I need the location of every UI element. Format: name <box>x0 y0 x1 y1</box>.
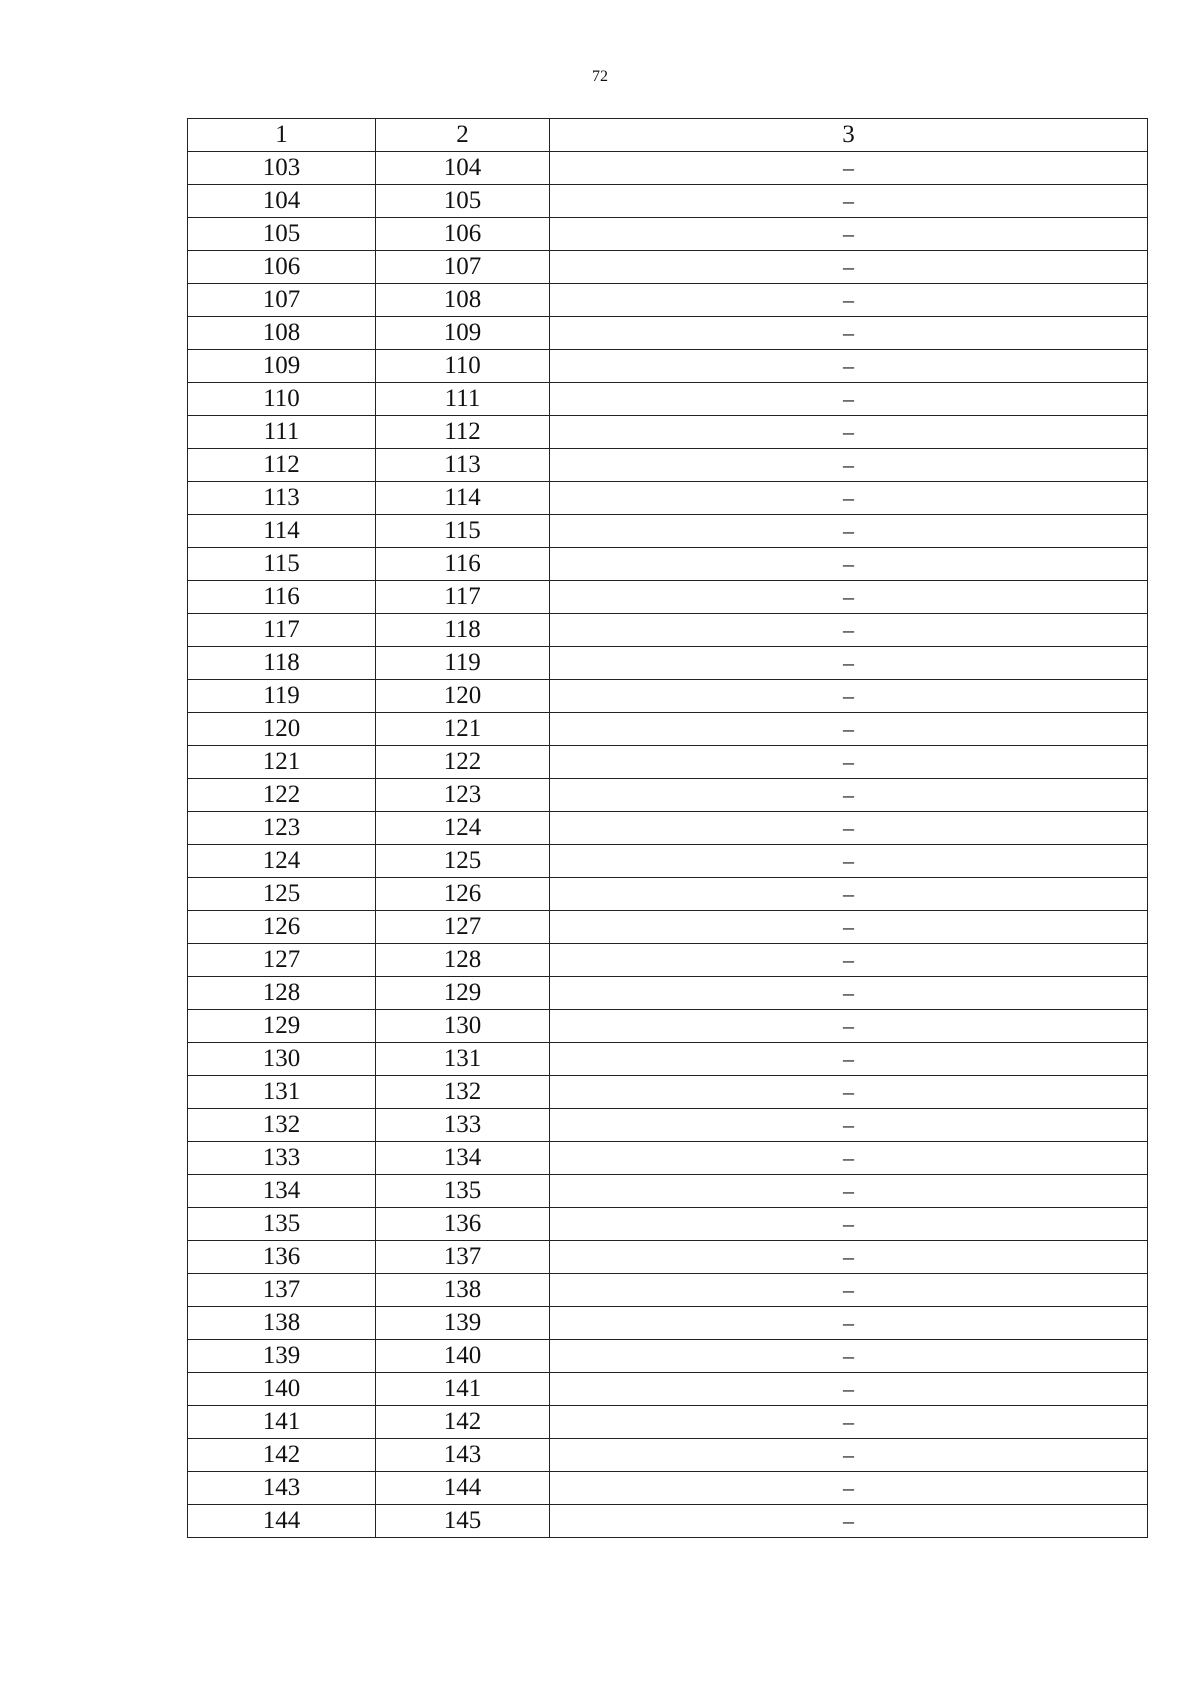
table-cell-col-3: – <box>550 482 1148 515</box>
table-row <box>188 878 1148 911</box>
table-cell-col-1: 116 <box>188 581 376 614</box>
table-cell-col-3: – <box>550 1241 1148 1274</box>
table-cell-col-3: – <box>550 152 1148 185</box>
table-cell-col-2: 126 <box>376 878 550 911</box>
table-row <box>188 1175 1148 1208</box>
table-body <box>188 152 1148 1538</box>
table-cell-col-2: 108 <box>376 284 550 317</box>
data-table-container <box>187 118 1147 1538</box>
table-cell-col-2: 136 <box>376 1208 550 1241</box>
table-cell-col-3: – <box>550 614 1148 647</box>
table-cell-col-3: – <box>550 185 1148 218</box>
table-cell-col-2: 106 <box>376 218 550 251</box>
table-row <box>188 812 1148 845</box>
table-cell-col-2: 125 <box>376 845 550 878</box>
table-row <box>188 746 1148 779</box>
table-cell-col-2: 107 <box>376 251 550 284</box>
table-cell-col-1: 133 <box>188 1142 376 1175</box>
table-cell-col-1: 115 <box>188 548 376 581</box>
table-cell-col-2: 131 <box>376 1043 550 1076</box>
column-header-2: 2 <box>376 119 550 152</box>
table-cell-col-3: – <box>550 1109 1148 1142</box>
table-header-row <box>188 119 1148 152</box>
table-cell-col-1: 130 <box>188 1043 376 1076</box>
table-cell-col-1: 122 <box>188 779 376 812</box>
table-row <box>188 1505 1148 1538</box>
table-cell-col-1: 121 <box>188 746 376 779</box>
table-cell-col-3: – <box>550 1406 1148 1439</box>
table-cell-col-3: – <box>550 251 1148 284</box>
table-cell-col-1: 143 <box>188 1472 376 1505</box>
table-row <box>188 284 1148 317</box>
table-cell-col-3: – <box>550 548 1148 581</box>
column-header-3: 3 <box>550 119 1148 152</box>
table-cell-col-1: 135 <box>188 1208 376 1241</box>
table-row <box>188 1307 1148 1340</box>
table-row <box>188 1010 1148 1043</box>
table-cell-col-2: 105 <box>376 185 550 218</box>
table-row <box>188 1406 1148 1439</box>
table-cell-col-2: 127 <box>376 911 550 944</box>
table-cell-col-2: 130 <box>376 1010 550 1043</box>
table-cell-col-3: – <box>550 1274 1148 1307</box>
table-cell-col-3: – <box>550 1076 1148 1109</box>
table-row <box>188 1109 1148 1142</box>
table-cell-col-1: 105 <box>188 218 376 251</box>
table-cell-col-3: – <box>550 713 1148 746</box>
table-cell-col-1: 113 <box>188 482 376 515</box>
table-row <box>188 449 1148 482</box>
table-cell-col-3: – <box>550 1340 1148 1373</box>
table-row <box>188 218 1148 251</box>
table-cell-col-2: 138 <box>376 1274 550 1307</box>
table-row <box>188 251 1148 284</box>
table-cell-col-1: 112 <box>188 449 376 482</box>
table-cell-col-3: – <box>550 647 1148 680</box>
table-cell-col-2: 119 <box>376 647 550 680</box>
table-cell-col-2: 139 <box>376 1307 550 1340</box>
table-cell-col-2: 114 <box>376 482 550 515</box>
table-row <box>188 614 1148 647</box>
table-cell-col-2: 112 <box>376 416 550 449</box>
table-cell-col-2: 124 <box>376 812 550 845</box>
table-cell-col-2: 116 <box>376 548 550 581</box>
table-cell-col-2: 109 <box>376 317 550 350</box>
table-row <box>188 713 1148 746</box>
table-cell-col-3: – <box>550 317 1148 350</box>
table-cell-col-3: – <box>550 1373 1148 1406</box>
table-cell-col-1: 118 <box>188 647 376 680</box>
table-row <box>188 1043 1148 1076</box>
table-row <box>188 1340 1148 1373</box>
table-row <box>188 1208 1148 1241</box>
table-cell-col-1: 136 <box>188 1241 376 1274</box>
table-cell-col-3: – <box>550 878 1148 911</box>
table-cell-col-1: 120 <box>188 713 376 746</box>
table-cell-col-1: 127 <box>188 944 376 977</box>
table-cell-col-3: – <box>550 383 1148 416</box>
table-cell-col-3: – <box>550 1472 1148 1505</box>
table-cell-col-1: 114 <box>188 515 376 548</box>
table-cell-col-3: – <box>550 1505 1148 1538</box>
table-row <box>188 845 1148 878</box>
table-cell-col-2: 141 <box>376 1373 550 1406</box>
table-cell-col-3: – <box>550 1043 1148 1076</box>
table-cell-col-3: – <box>550 1307 1148 1340</box>
table-cell-col-2: 123 <box>376 779 550 812</box>
table-row <box>188 1472 1148 1505</box>
table-cell-col-1: 123 <box>188 812 376 845</box>
table-cell-col-1: 106 <box>188 251 376 284</box>
data-table <box>187 118 1148 1538</box>
page-number: 72 <box>592 68 608 85</box>
table-cell-col-2: 134 <box>376 1142 550 1175</box>
table-cell-col-3: – <box>550 779 1148 812</box>
column-header-1: 1 <box>188 119 376 152</box>
table-cell-col-2: 111 <box>376 383 550 416</box>
table-cell-col-1: 124 <box>188 845 376 878</box>
table-cell-col-2: 132 <box>376 1076 550 1109</box>
table-row <box>188 317 1148 350</box>
table-cell-col-3: – <box>550 1142 1148 1175</box>
table-cell-col-3: – <box>550 977 1148 1010</box>
table-row <box>188 152 1148 185</box>
table-cell-col-2: 144 <box>376 1472 550 1505</box>
table-cell-col-3: – <box>550 449 1148 482</box>
table-cell-col-2: 129 <box>376 977 550 1010</box>
table-cell-col-2: 118 <box>376 614 550 647</box>
table-cell-col-3: – <box>550 1010 1148 1043</box>
table-cell-col-1: 128 <box>188 977 376 1010</box>
table-cell-col-1: 134 <box>188 1175 376 1208</box>
table-row <box>188 416 1148 449</box>
table-row <box>188 350 1148 383</box>
table-cell-col-3: – <box>550 944 1148 977</box>
table-cell-col-2: 110 <box>376 350 550 383</box>
table-row <box>188 944 1148 977</box>
table-cell-col-3: – <box>550 581 1148 614</box>
table-cell-col-2: 121 <box>376 713 550 746</box>
table-cell-col-2: 113 <box>376 449 550 482</box>
table-cell-col-3: – <box>550 416 1148 449</box>
table-cell-col-1: 141 <box>188 1406 376 1439</box>
table-cell-col-2: 104 <box>376 152 550 185</box>
table-cell-col-3: – <box>550 1439 1148 1472</box>
table-cell-col-2: 133 <box>376 1109 550 1142</box>
table-row <box>188 548 1148 581</box>
table-row <box>188 680 1148 713</box>
table-row <box>188 647 1148 680</box>
table-cell-col-1: 144 <box>188 1505 376 1538</box>
table-cell-col-1: 131 <box>188 1076 376 1109</box>
table-cell-col-1: 103 <box>188 152 376 185</box>
table-row <box>188 1274 1148 1307</box>
table-cell-col-2: 117 <box>376 581 550 614</box>
table-row <box>188 1076 1148 1109</box>
table-cell-col-2: 143 <box>376 1439 550 1472</box>
table-cell-col-2: 142 <box>376 1406 550 1439</box>
table-row <box>188 1373 1148 1406</box>
table-cell-col-2: 135 <box>376 1175 550 1208</box>
table-cell-col-1: 110 <box>188 383 376 416</box>
table-row <box>188 185 1148 218</box>
table-cell-col-2: 122 <box>376 746 550 779</box>
table-row <box>188 383 1148 416</box>
table-row <box>188 1241 1148 1274</box>
table-cell-col-1: 137 <box>188 1274 376 1307</box>
table-cell-col-1: 117 <box>188 614 376 647</box>
table-cell-col-2: 128 <box>376 944 550 977</box>
table-cell-col-3: – <box>550 1208 1148 1241</box>
table-cell-col-3: – <box>550 911 1148 944</box>
table-cell-col-1: 129 <box>188 1010 376 1043</box>
table-row <box>188 977 1148 1010</box>
table-row <box>188 1439 1148 1472</box>
table-cell-col-3: – <box>550 845 1148 878</box>
table-cell-col-1: 126 <box>188 911 376 944</box>
table-cell-col-3: – <box>550 812 1148 845</box>
table-row <box>188 482 1148 515</box>
table-row <box>188 515 1148 548</box>
table-cell-col-1: 138 <box>188 1307 376 1340</box>
table-cell-col-1: 132 <box>188 1109 376 1142</box>
table-cell-col-2: 115 <box>376 515 550 548</box>
table-cell-col-1: 142 <box>188 1439 376 1472</box>
table-row <box>188 779 1148 812</box>
table-cell-col-3: – <box>550 218 1148 251</box>
table-cell-col-1: 108 <box>188 317 376 350</box>
table-cell-col-3: – <box>550 350 1148 383</box>
table-cell-col-1: 111 <box>188 416 376 449</box>
table-cell-col-3: – <box>550 284 1148 317</box>
table-row <box>188 581 1148 614</box>
table-cell-col-2: 140 <box>376 1340 550 1373</box>
table-cell-col-1: 140 <box>188 1373 376 1406</box>
table-cell-col-1: 125 <box>188 878 376 911</box>
table-cell-col-1: 107 <box>188 284 376 317</box>
table-cell-col-2: 120 <box>376 680 550 713</box>
table-cell-col-1: 139 <box>188 1340 376 1373</box>
table-cell-col-3: – <box>550 515 1148 548</box>
table-cell-col-3: – <box>550 680 1148 713</box>
table-cell-col-2: 137 <box>376 1241 550 1274</box>
table-cell-col-1: 104 <box>188 185 376 218</box>
table-cell-col-1: 119 <box>188 680 376 713</box>
table-row <box>188 911 1148 944</box>
table-cell-col-1: 109 <box>188 350 376 383</box>
table-cell-col-3: – <box>550 746 1148 779</box>
table-cell-col-2: 145 <box>376 1505 550 1538</box>
table-row <box>188 1142 1148 1175</box>
table-cell-col-3: – <box>550 1175 1148 1208</box>
